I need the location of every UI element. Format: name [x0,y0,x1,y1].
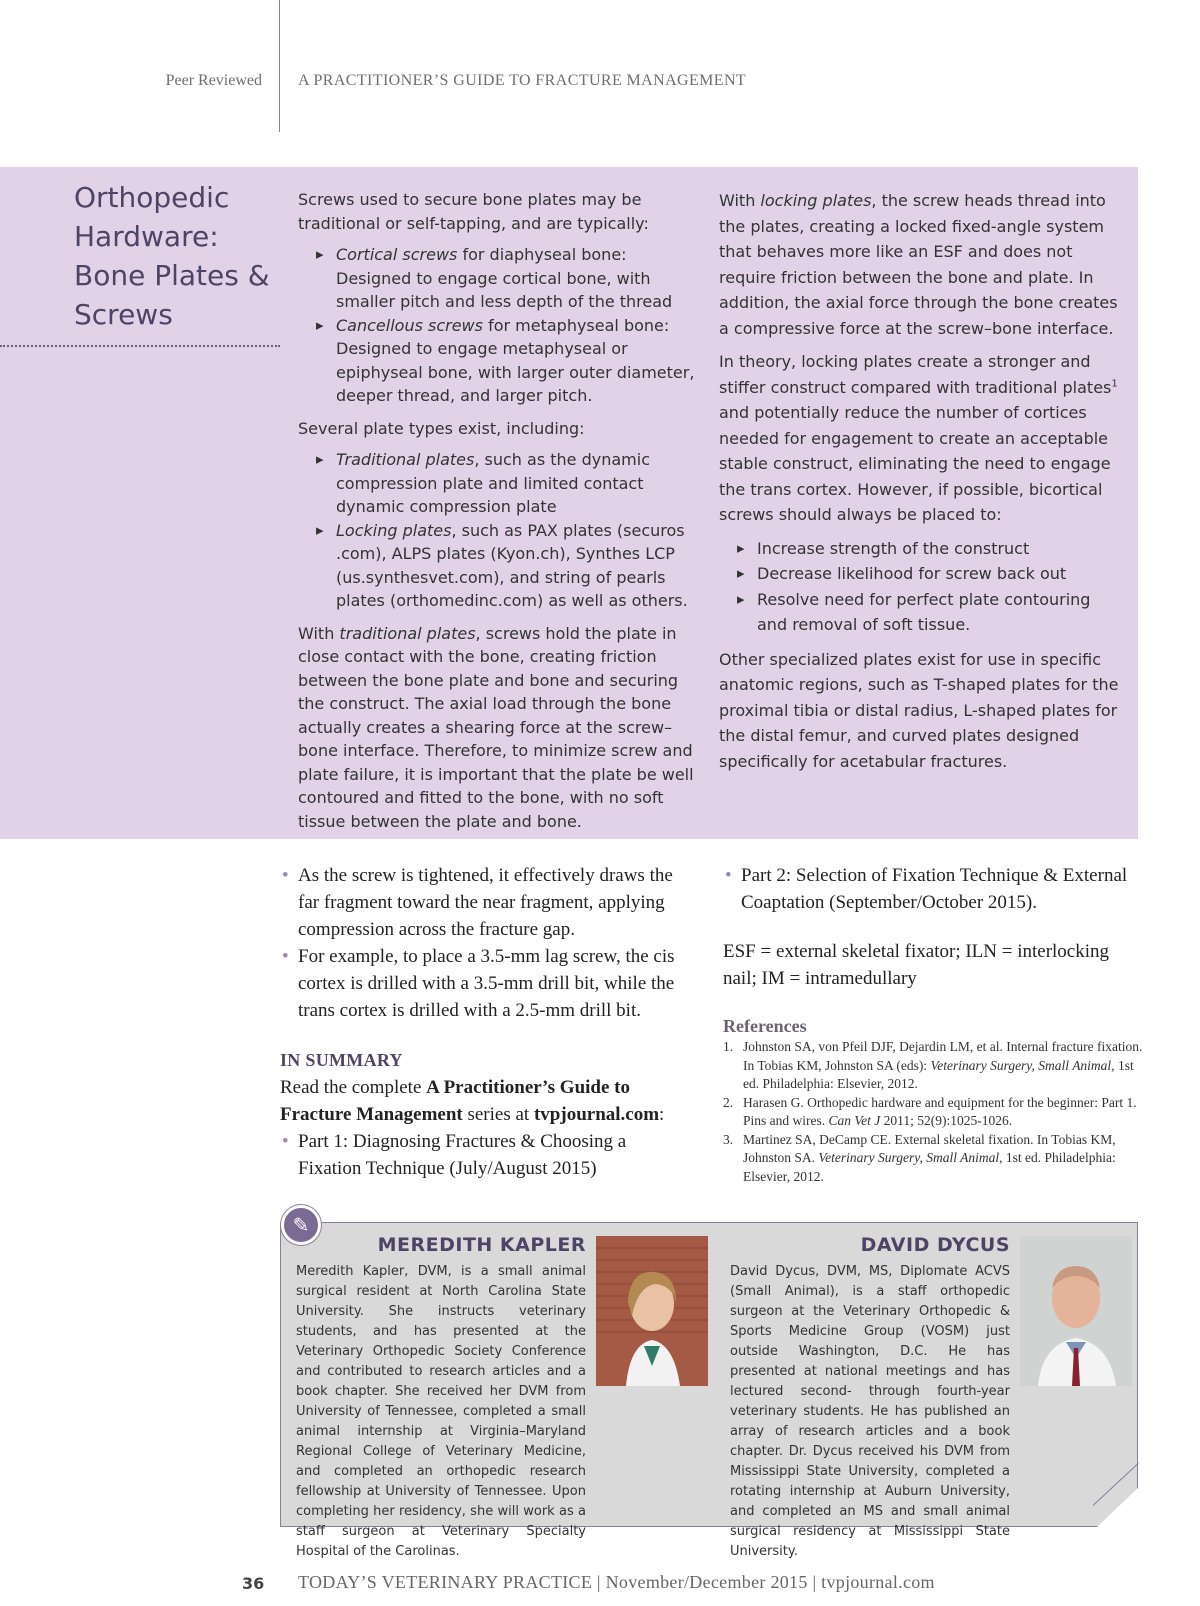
theory-paragraph: In theory, locking plates create a stronger and stiffer construct compared with traditional plates$^1$ and potentially reduce the number of cortices needed for engagement to create an acceptable stable construct, eliminating the need to engage the trans cortex. However, if possible, bicortical screws should always be placed to: [719,352,1118,524]
reference-item: 3. Martinez SA, DeCamp CE. External skeletal fixation. In Tobias KM, Johnston SA. Veterinary Surgery, Small Animal, 1st ed. Philadelphia: Elsevier, 2012. [723,1131,1116,1184]
list-item: ▸ Resolve need for perfect plate contouring and removal of soft tissue. [719,587,1119,638]
list-item: ▸ Locking plates, such as PAX plates (securos .com), ALPS plates (Kyon.ch), Synthes LCP (us.synthesvet.com), and string of pearls plates (orthomedinc.com) as well as others. [298,519,698,613]
sidebar-title-divider [0,345,280,347]
list-item: ▸ Cancellous screws for metaphyseal bone: Designed to engage metaphyseal or epiphyseal bone, with larger outer diameter, deeper thread, and larger pitch. [298,314,698,408]
footnote-ref: 1 [1111,378,1118,390]
summary-heading: IN SUMMARY [280,1050,403,1070]
pen-icon: ✎ [281,1205,321,1245]
sidebar-column-1 [298,188,698,841]
author-name: MEREDITH KAPLER [377,1234,586,1256]
screws-intro: Screws used to secure bone plates may be traditional or self-tapping, and are typically: [298,190,649,233]
author-name: DAVID DYCUS [860,1234,1010,1256]
references-list [723,1038,1143,1186]
summary-text: Read the complete A Practitioner’s Guide to Fracture Management series at tvpjournal.com: [280,1077,665,1125]
sidebar-title: Orthopedic Hardware: Bone Plates & Screws [74,181,270,331]
body-column-1 [280,862,690,1182]
references-heading: References [723,1016,807,1036]
section-label: Peer Reviewed [165,72,262,89]
sidebar-column-2 [719,188,1119,782]
specialized-plates-paragraph: Other specialized plates exist for use in specific anatomic regions, such as T-shaped plates for the proximal tibia or distal radius, L-shaped plates for the distal femur, and curved plates designed specifically for acetabular fractures. [719,649,1119,771]
page-number: 36 [242,1574,265,1593]
author-bio: David Dycus, DVM, MS, Diplomate ACVS (Small Animal), is a staff orthopedic surgeon at the Veterinary Orthopedic & Sports Medicine Group (VOSM) just outside Washington, D.C. He has presented at national meetings and has lectured second- through fourth-year veterinary students. He has published an array of research articles and a book chapter. Dr. Dycus received his DVM from Mississippi State University, completed a rotating internship at Auburn University, and completed an MS and small animal surgical residency at Mississippi State University. [730,1264,1010,1559]
plate-types-list [298,448,698,613]
screw-types-list [298,243,698,408]
footer-text: TODAY’S VETERINARY PRACTICE | November/December 2015 | tvpjournal.com [298,1572,935,1592]
list-item: ▸ Increase strength of the construct [719,536,1119,562]
header-divider [279,0,280,132]
traditional-plates-paragraph: With traditional plates, screws hold the plate in close contact with the bone, creating friction between the bone plate and bone and securing the construct. The axial load through the bone actually creates a shearing force at the screw–bone interface. Therefore, to minimize screw and plate failure, it is important that the plate be well contoured and fitted to the bone, with no soft tissue between the plate and bone. [298,623,694,831]
list-item: • Part 2: Selection of Fixation Technique & External Coaptation (September/October 2015). [723,862,1143,916]
bicortical-reasons-list [719,536,1119,638]
series-parts-list-cont [723,862,1143,916]
list-item: • For example, to place a 3.5-mm lag screw, the cis cortex is drilled with a 3.5-mm drill bit, while the trans cortex is drilled with a 2.5-mm drill bit. [280,943,690,1024]
site-link[interactable]: tvpjournal.com [533,1104,660,1125]
list-item: • Part 1: Diagnosing Fractures & Choosing a Fixation Technique (July/August 2015) [280,1128,690,1182]
author-photo-portrait [1020,1236,1132,1386]
list-item: • As the screw is tightened, it effectively draws the far fragment toward the near fragment, applying compression across the fracture gap. [280,862,690,943]
author-photo [1020,1236,1132,1386]
list-item: ▸ Cortical screws for diaphyseal bone: Designed to engage cortical bone, with smaller pitch and less depth of the thread [298,243,698,314]
series-title: A PRACTITIONER’S GUIDE TO FRACTURE MANAGEMENT [298,72,747,89]
author-bio: Meredith Kapler, DVM, is a small animal surgical resident at North Carolina State University. She instructs veterinary students, and has presented at the Veterinary Orthopedic Society Conference and contributed to research articles and a book chapter. She received her DVM from University of Tennessee, completed a small animal internship at Virginia–Maryland Regional College of Veterinary Medicine, and completed an orthopedic research fellowship at University of Tennessee. Upon completing her residency, she will work as a staff surgeon at Veterinary Specialty Hospital of the Carolinas. [296,1264,586,1559]
reference-item: 2. Harasen G. Orthopedic hardware and equipment for the beginner: Part 1. Pins and wires. Can Vet J 2011; 52(9):1025-1026. [723,1094,1137,1128]
author-photo [596,1236,708,1386]
body-column-2 [723,862,1143,1186]
lag-screw-list [280,862,690,1024]
abbreviations: ESF = external skeletal fixator; ILN = interlocking nail; IM = intramedullary [723,941,1110,989]
reference-item: 1. Johnston SA, von Pfeil DJF, Dejardin LM, et al. Internal fracture fixation. In Tobias KM, Johnston SA (eds): Veterinary Surgery, Small Animal, 1st ed. Philadelphia: Elsevier, 2012. [723,1039,1143,1091]
list-item: ▸ Decrease likelihood for screw back out [719,561,1119,587]
list-item: ▸ Traditional plates, such as the dynamic compression plate and limited contact dynamic compression plate [298,448,698,519]
author-box-corner [1096,1486,1140,1528]
author-photo-portrait [596,1236,708,1386]
locking-plates-paragraph: With locking plates, the screw heads thread into the plates, creating a locked fixed-angle system that behaves more like an ESF and does not require friction between the bone and plate. In addition, the axial force through the bone creates a compressive force at the screw–bone interface. [719,191,1118,338]
plates-intro: Several plate types exist, including: [298,418,585,438]
series-parts-list [280,1128,690,1182]
